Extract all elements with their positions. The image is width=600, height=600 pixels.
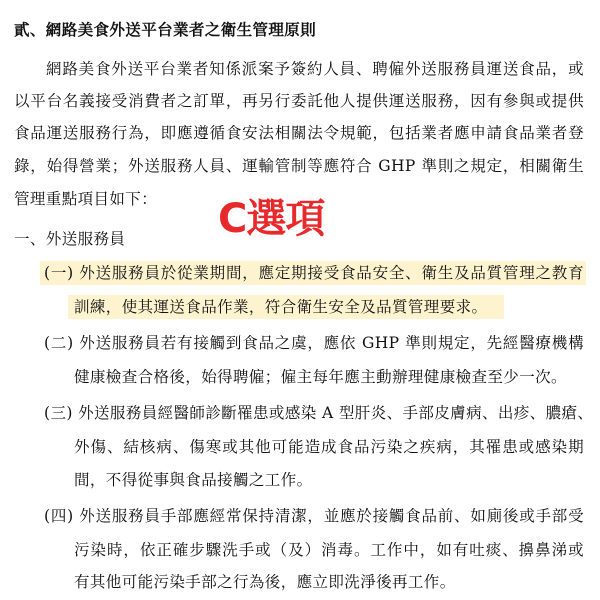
option-c-marker: C選項 — [218, 196, 325, 242]
list-item-3-line-2: 外傷、結核病、傷寒或其他可能造成食品污染之疾病，其罹患或感染期 — [74, 438, 584, 456]
list-item-4-line-2: 污染時，依正確步驟洗手或（及）消毒。工作中，如有吐痰、擤鼻涕或 — [74, 541, 584, 559]
subsection-title: 一、外送服務員 — [14, 230, 126, 248]
list-item-4-line-3: 有其他可能污染手部之行為後，應立即洗淨後再工作。 — [74, 573, 456, 591]
intro-paragraph-line-3: 食品運送服務行為，即應遵循食安法相關法令規範，包括業者應申請食品業者登 — [14, 124, 584, 142]
list-item-2-line-2: 健康檢查合格後，始得聘僱；僱主每年應主動辦理健康檢查至少一次。 — [74, 368, 567, 386]
intro-paragraph-line-2: 以平台名義接受消費者之訂單，再另行委託他人提供運送服務，因有參與或提供 — [14, 92, 584, 110]
list-item-1-line-2: 訓練，使其運送食品作業，符合衛生安全及品質管理要求。 — [74, 298, 488, 316]
list-item-3-line-3: 間，不得從事與食品接觸之工作。 — [74, 471, 313, 489]
intro-paragraph-line-4: 錄，始得營業；外送服務人員、運輸管制等應符合 GHP 準則之規定，相關衛生 — [14, 157, 584, 175]
list-item-4-line-1: (四) 外送服務員手部應經常保持清潔，並應於接觸食品前、如廁後或手部受 — [44, 507, 584, 525]
list-item-3-line-1: (三) 外送服務員經醫師診斷罹患或感染 A 型肝炎、手部皮膚病、出疹、膿瘡、 — [44, 404, 594, 422]
list-item-2-line-1: (二) 外送服務員若有接觸到食品之虞，應依 GHP 準則規定，先經醫療機構 — [44, 334, 584, 352]
list-item-1-line-1: (一) 外送服務員於從業期間，應定期接受食品安全、衛生及品質管理之教育 — [44, 264, 584, 282]
intro-paragraph-line-1: 網路美食外送平台業者知係派案予簽約人員、聘僱外送服務員運送食品，或 — [46, 60, 584, 78]
section-heading: 貳、網路美食外送平台業者之衛生管理原則 — [14, 20, 317, 39]
intro-paragraph-line-5: 管理重點項目如下： — [14, 190, 158, 208]
